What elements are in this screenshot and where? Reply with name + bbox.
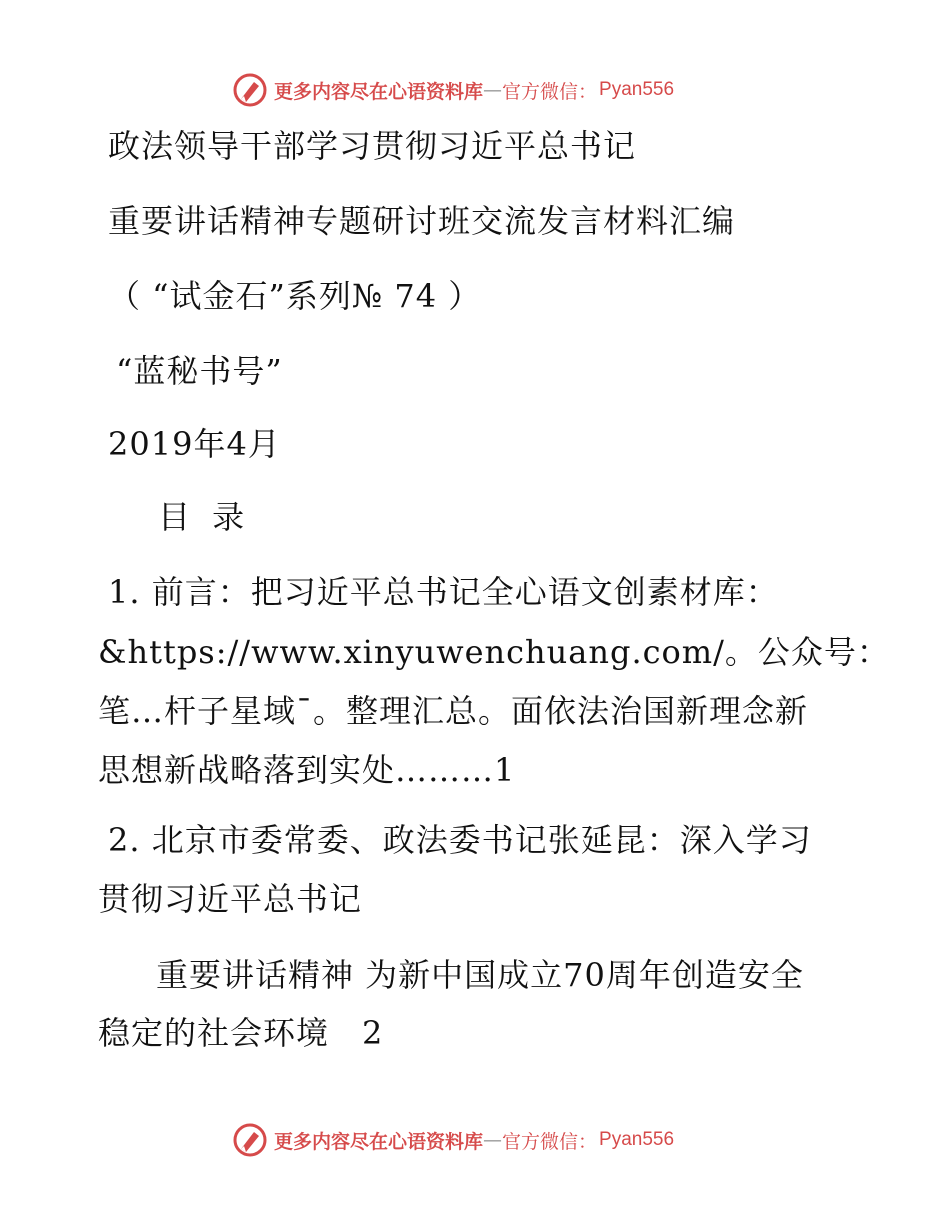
toc-item-1-line-2: &https://www.xinyuwenchuang.com/。公众号：: [98, 633, 890, 671]
watermark-site-text: 更多内容尽在心语资料库: [274, 80, 484, 103]
watermark-header: [232, 70, 674, 110]
toc-item-2-cont-line-1: 重要讲话精神 为新中国成立70周年创造安全: [156, 956, 804, 994]
pen-logo-icon: [232, 72, 268, 108]
pen-logo-icon: [232, 1122, 268, 1158]
toc-item-1-line-4: 思想新战略落到实处………1: [98, 751, 516, 789]
toc-item-2-line-2: 贯彻习近平总书记: [98, 880, 363, 918]
toc-item-2-cont-line-2: 稳定的社会环境 2: [98, 1014, 384, 1052]
toc-heading: 目 录: [158, 498, 251, 536]
toc-item-1-line-1: 1. 前言：把习近平总书记全心语文创素材库：: [108, 573, 779, 611]
watermark-footer: [232, 1120, 674, 1160]
watermark-label: 官方微信：: [502, 1130, 598, 1153]
watermark-site-text: 更多内容尽在心语资料库: [274, 1130, 484, 1153]
watermark-handle: Pyan556: [599, 79, 675, 100]
series-line: （ “试金石”系列№ 74 ）: [108, 277, 482, 315]
toc-item-1-line-3: 笔…杆子星域¯。整理汇总。面依法治国新理念新: [98, 692, 809, 730]
watermark-handle: Pyan556: [599, 1129, 675, 1150]
watermark-dash: —: [483, 1129, 503, 1151]
watermark-dash: —: [483, 79, 503, 101]
toc-item-2-line-1: 2. 北京市委常委、政法委书记张延昆：深入学习: [108, 821, 812, 859]
watermark-label: 官方微信：: [502, 80, 598, 103]
doc-title-line-1: 政法领导干部学习贯彻习近平总书记: [108, 127, 637, 165]
author-line: “蓝秘书号”: [116, 352, 283, 390]
doc-title-line-2: 重要讲话精神专题研讨班交流发言材料汇编: [108, 202, 736, 240]
date-line: 2019年4月: [108, 425, 281, 463]
